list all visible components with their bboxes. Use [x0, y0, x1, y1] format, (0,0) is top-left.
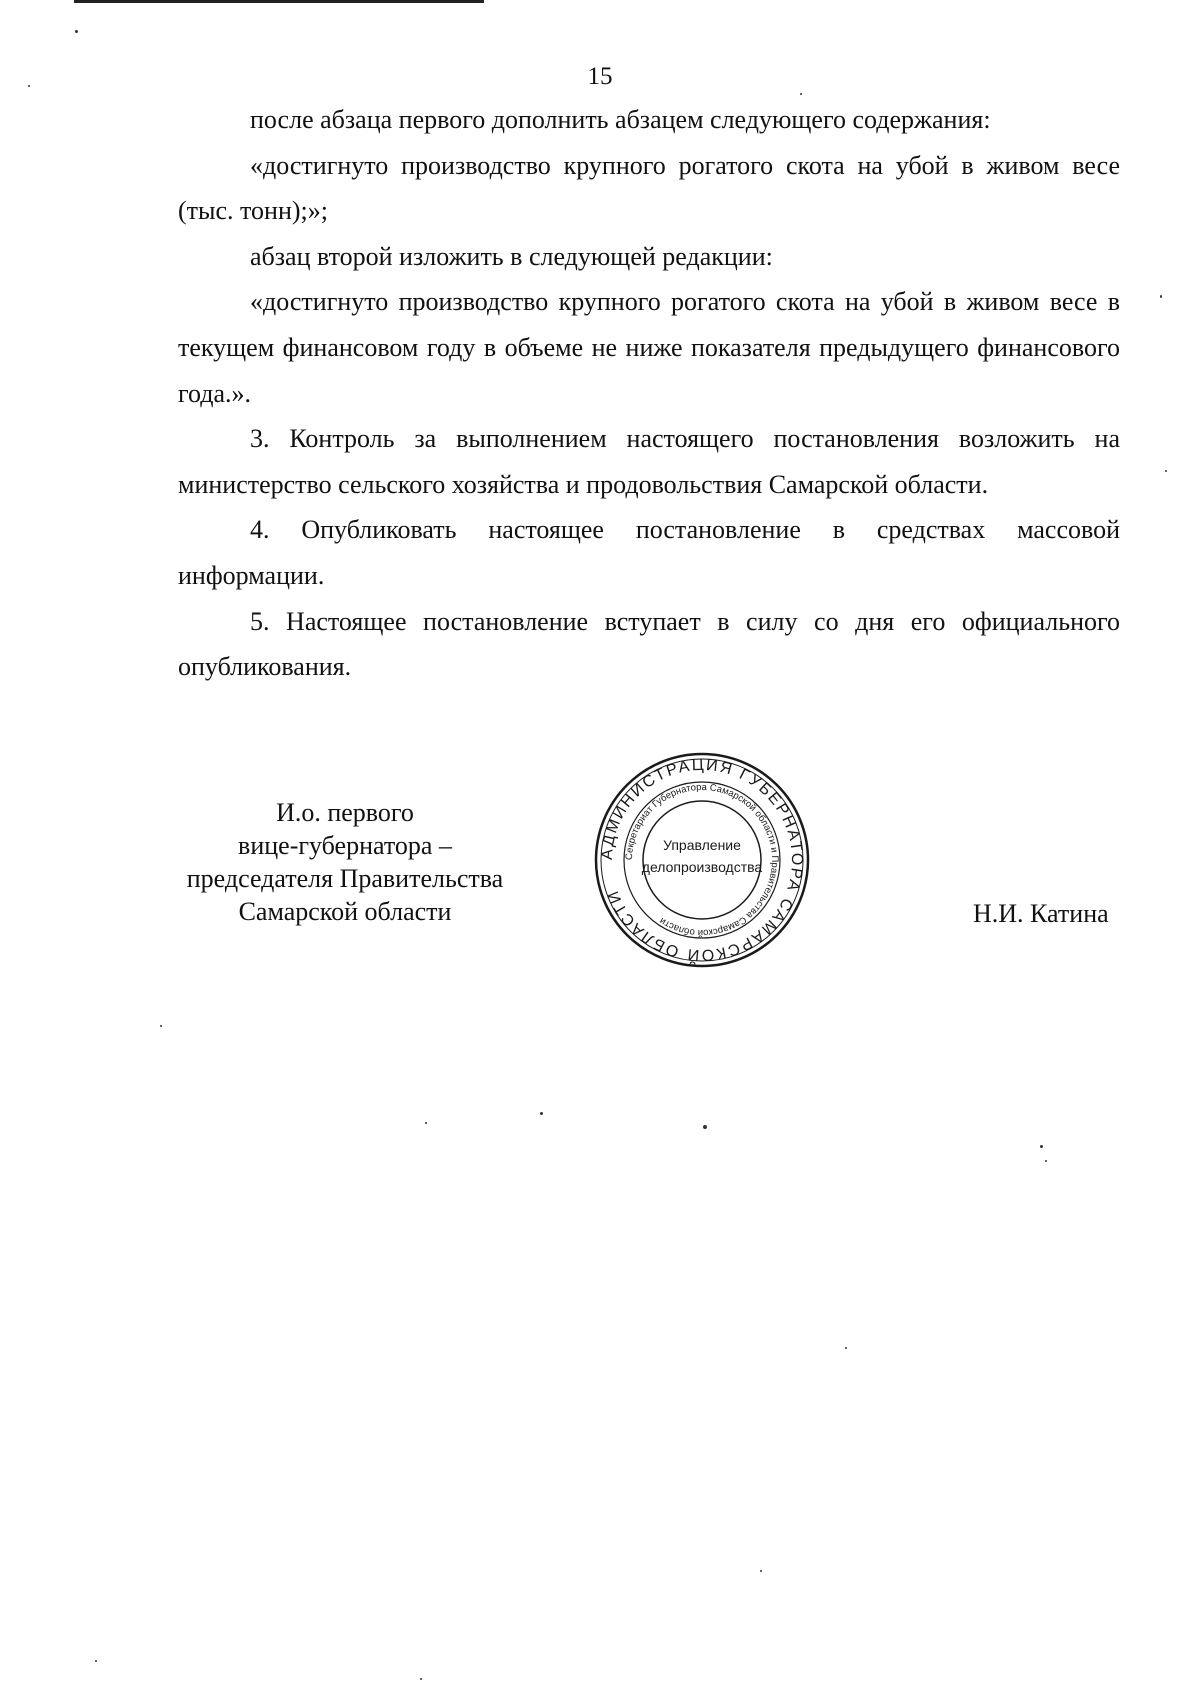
scan-speck [95, 1660, 97, 1662]
paragraph-6: 4. Опубликовать настоящее постановление в средствах массовой информации. [178, 515, 1120, 590]
scan-speck [760, 1570, 762, 1572]
top-edge-rule [74, 0, 484, 3]
paragraph-7: 5. Настоящее постановление вступает в силу со дня его официального опубликования. [178, 606, 1120, 682]
paragraph-3: абзац второй изложить в следующей редакции: [250, 241, 773, 271]
document-body [178, 97, 1120, 690]
paragraph-4: «достигнуто производство крупного рогатого скота на убой в живом весе в текущем финансовом году в объеме не ниже показателя предыдущего финансового года.». [178, 287, 1120, 408]
seal-outer-text: АДМИНИСТРАЦИЯ ГУБЕРНАТОРА САМАРСКОЙ ОБЛАСТИ [598, 756, 806, 964]
scan-speck [800, 93, 802, 95]
scan-speck [1040, 1145, 1043, 1148]
signer-position-line: И.о. первого [276, 798, 414, 827]
seal-center-line-2: делопроизводства [641, 859, 763, 875]
scan-speck [1165, 470, 1167, 472]
scan-speck [845, 1347, 847, 1349]
official-seal [592, 750, 812, 970]
signer-position-line: Самарской области [238, 897, 452, 926]
signer-name: Н.И. Катина [973, 899, 1109, 928]
scan-speck [703, 1125, 707, 1129]
scan-speck [425, 1122, 427, 1124]
scan-speck [28, 85, 30, 87]
signer-position-line: председателя Правительства [186, 864, 504, 893]
scan-speck [420, 1678, 422, 1680]
paragraph-2: «достигнуто производство крупного рогатого скота на убой в живом весе (тыс. тонн);»; [178, 150, 1120, 226]
seal-inner-text: Секретариат Губернатора Самарской области и Правительства Самарской области [623, 781, 781, 939]
signer-position-line: вице-губернатора – [238, 831, 452, 860]
paragraph-5: 3. Контроль за выполнением настоящего постановления возложить на министерство сельского хозяйства и продовольствия Самарской области. [178, 424, 1120, 499]
signer-position [170, 796, 520, 928]
scan-speck [1045, 1160, 1047, 1162]
page-number: 15 [587, 63, 613, 90]
scan-speck [75, 30, 78, 33]
scan-speck [540, 1112, 543, 1115]
paragraph-1: после абзаца первого дополнить абзацем следующего содержания: [250, 105, 991, 134]
scan-speck [1160, 295, 1162, 298]
seal-center-line-1: Управление [663, 837, 741, 853]
scan-speck [160, 1025, 162, 1027]
